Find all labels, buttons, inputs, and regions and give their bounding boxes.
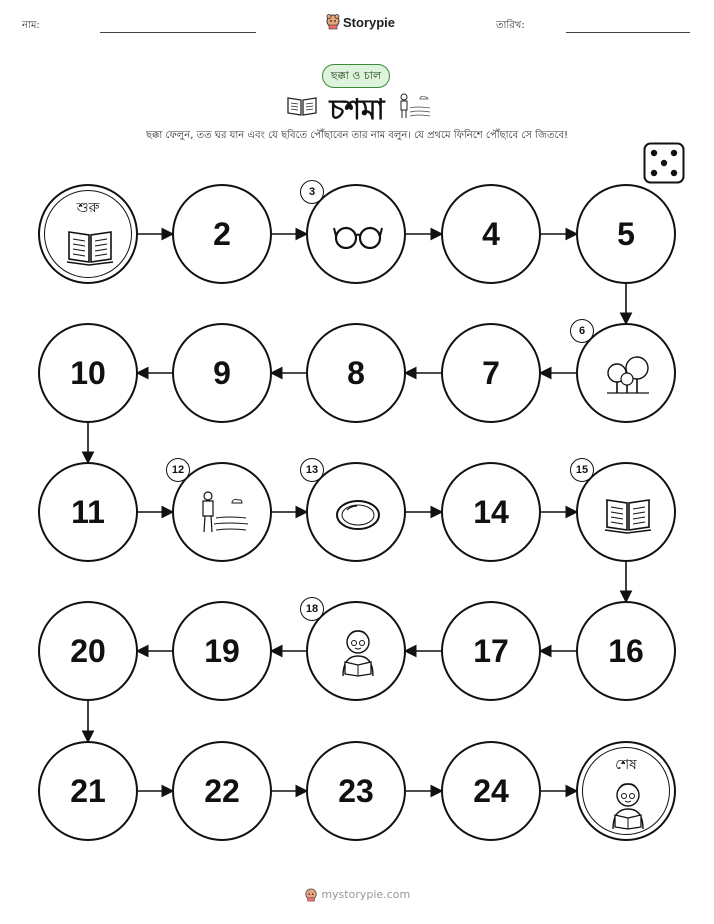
board-cell-7 (441, 323, 541, 423)
board-cell-17 (441, 601, 541, 701)
board-cell-13 (306, 462, 406, 562)
cell-number: 7 (482, 354, 500, 391)
board-cell-4 (441, 184, 541, 284)
cell-number-badge: 18 (300, 597, 324, 621)
cell-number: 4 (482, 215, 500, 252)
board-cell-24 (441, 741, 541, 841)
cell-number: 10 (70, 354, 106, 391)
cell-number: 14 (473, 493, 509, 530)
board-cell-15 (576, 462, 676, 562)
end-label: শেষ (615, 757, 637, 773)
board-cell-20 (38, 601, 138, 701)
board-cell-11 (38, 462, 138, 562)
board-cell-6 (576, 323, 676, 423)
board-cell-25 (576, 741, 676, 841)
board-cell-8 (306, 323, 406, 423)
board-cell-12 (172, 462, 272, 562)
cell-number-badge: 6 (570, 319, 594, 343)
board-cell-23 (306, 741, 406, 841)
trees-icon (603, 353, 653, 397)
cell-number-badge: 15 (570, 458, 594, 482)
instructions: ছক্কা ফেলুন, তত ঘর যান এবং যে ছবিতে পৌঁছাবেন তার নাম বলুন। যে প্রথমে ফিনিশে পৌঁছাবে সে জিতবে! (145, 130, 569, 141)
cell-number: 23 (338, 772, 374, 809)
cell-number: 16 (608, 632, 644, 669)
person-at-sea-icon (194, 488, 250, 538)
grandma-reading-icon (603, 781, 653, 831)
board-cell-19 (172, 601, 272, 701)
board-cell-10 (38, 323, 138, 423)
cell-number: 22 (204, 772, 240, 809)
cell-number-badge: 12 (166, 458, 190, 482)
board-cell-18 (306, 601, 406, 701)
book-icon (65, 224, 115, 268)
brand-name: Storypie (343, 14, 396, 30)
cell-number: 2 (213, 215, 231, 252)
cell-number: 5 (617, 215, 635, 252)
board-cell-1 (38, 184, 138, 284)
board-cell-9 (172, 323, 272, 423)
board-cell-21 (38, 741, 138, 841)
board-cell-3 (306, 184, 406, 284)
cell-number: 11 (71, 493, 105, 530)
footer (0, 888, 714, 902)
grandma-reading-icon (333, 628, 383, 678)
game-type-badge: ছক্কা ও চাল (322, 64, 390, 88)
cell-number: 19 (204, 632, 240, 669)
start-label: শুরু (76, 200, 100, 216)
cell-number-badge: 13 (300, 458, 324, 482)
book-icon (603, 492, 653, 536)
cell-number: 20 (70, 632, 106, 669)
cell-number: 21 (70, 772, 106, 809)
board-cell-22 (172, 741, 272, 841)
board-cell-2 (172, 184, 272, 284)
page-title: চশমা (329, 93, 385, 126)
board-cell-5 (576, 184, 676, 284)
cell-number: 8 (347, 354, 365, 391)
name-label: নাম: (22, 20, 40, 31)
lens-icon (333, 492, 383, 536)
board-cell-16 (576, 601, 676, 701)
footer-site[interactable]: mystorypie.com (321, 888, 411, 901)
footer-mascot-icon (304, 888, 318, 902)
cell-number: 17 (473, 632, 509, 669)
cell-number-badge: 3 (300, 180, 324, 204)
date-label: তারিখ: (496, 20, 525, 31)
cell-number: 9 (213, 354, 231, 391)
board-cell-14 (441, 462, 541, 562)
cell-number: 24 (473, 772, 509, 809)
glasses-icon (333, 214, 383, 258)
